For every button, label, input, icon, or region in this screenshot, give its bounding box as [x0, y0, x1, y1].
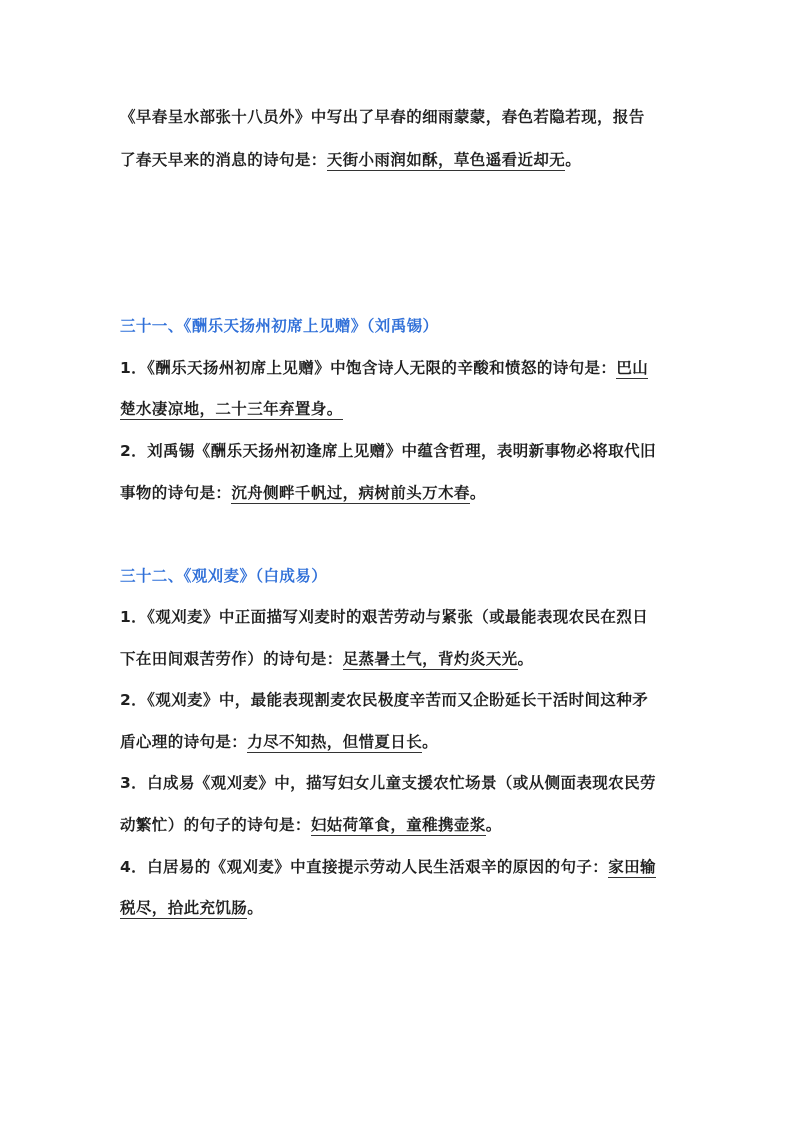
section-32-q3-line-1 [120, 772, 680, 794]
intro-end: 。 [565, 151, 582, 169]
section-31-q1-prefix: 1．《酬乐天扬州初席上见赠》中饱含诗人无限的辛酸和愤怒的诗句是： [120, 359, 617, 377]
section-32-q1-prefix: 下在田间艰苦劳作）的诗句是： [120, 650, 343, 668]
section-31-q2-end: 。 [469, 484, 486, 502]
section-32-q4-line-1 [120, 856, 680, 878]
section-31-q1-answer-part-1: 巴山 [616, 359, 649, 377]
intro-line-1 [120, 106, 680, 128]
section-32-q1-text: 1．《观刈麦》中正面描写刈麦时的艰苦劳动与紧张（或最能表现农民在烈日 [120, 608, 649, 626]
section-32-q4-prefix: 4．白居易的《观刈麦》中直接提示劳动人民生活艰辛的原因的句子： [120, 858, 609, 876]
section-31-q2-prefix: 事物的诗句是： [120, 484, 232, 502]
section-31-q2-text: 2．刘禹锡《酬乐天扬州初逢席上见赠》中蕴含哲理，表明新事物必将取代旧 [120, 442, 656, 460]
section-32-q1-line-1 [120, 606, 680, 628]
section-31-q1-line-2 [120, 398, 680, 420]
section-32-q3-line-2 [120, 814, 680, 836]
section-32-q3-prefix: 动繁忙）的句子的诗句是： [120, 816, 311, 834]
section-32-q3-answer: 妇姑荷箪食，童稚携壶浆 [310, 816, 486, 834]
intro-line-2 [120, 149, 680, 171]
section-32-q2-line-2 [120, 731, 680, 753]
section-32-q4-end: 。 [247, 899, 264, 917]
intro-prefix-2: 了春天早来的消息的诗句是： [120, 151, 327, 169]
section-32-q3-end: 。 [485, 816, 502, 834]
section-32-q2-prefix: 盾心理的诗句是： [120, 733, 248, 751]
section-32-q4-answer-part-1: 家田输 [608, 858, 656, 876]
section-32-q3-text: 3．白成易《观刈麦》中，描写妇女儿童支援农忙场景（或从侧面表现农民劳 [120, 774, 656, 792]
section-32-q4-answer-part-2: 税尽，拾此充饥肠 [120, 899, 248, 917]
section-31-q2-line-1 [120, 440, 680, 462]
section-32-heading: 三十二、《观刈麦》（白成易） [120, 567, 328, 585]
section-31-q2-line-2 [120, 482, 680, 504]
section-32-q1-end: 。 [517, 650, 534, 668]
section-32-q2-end: 。 [422, 733, 439, 751]
section-32-q1-answer: 足蒸暑土气，背灼炎天光 [342, 650, 518, 668]
section-32-q2-line-1 [120, 689, 680, 711]
section-31-heading: 三十一、《酬乐天扬州初席上见赠》（刘禹锡） [120, 317, 439, 335]
section-32-q2-text: 2．《观刈麦》中，最能表现割麦农民极度辛苦而又企盼延长干活时间这种矛 [120, 691, 649, 709]
intro-text-1: 《早春呈水部张十八员外》中写出了早春的细雨蒙蒙，春色若隐若现，报告 [120, 108, 645, 126]
section-32-q4-line-2 [120, 897, 680, 919]
section-31-q1-answer-part-2: 楚水凄凉地，二十三年弃置身。 [120, 400, 343, 418]
section-31-q1-line-1 [120, 357, 680, 379]
intro-answer: 天街小雨润如酥，草色遥看近却无 [326, 151, 566, 169]
section-32-q1-line-2 [120, 648, 680, 670]
section-32-q2-answer: 力尽不知热，但惜夏日长 [247, 733, 423, 751]
section-31-q2-answer: 沉舟侧畔千帆过，病树前头万木春 [231, 484, 470, 502]
